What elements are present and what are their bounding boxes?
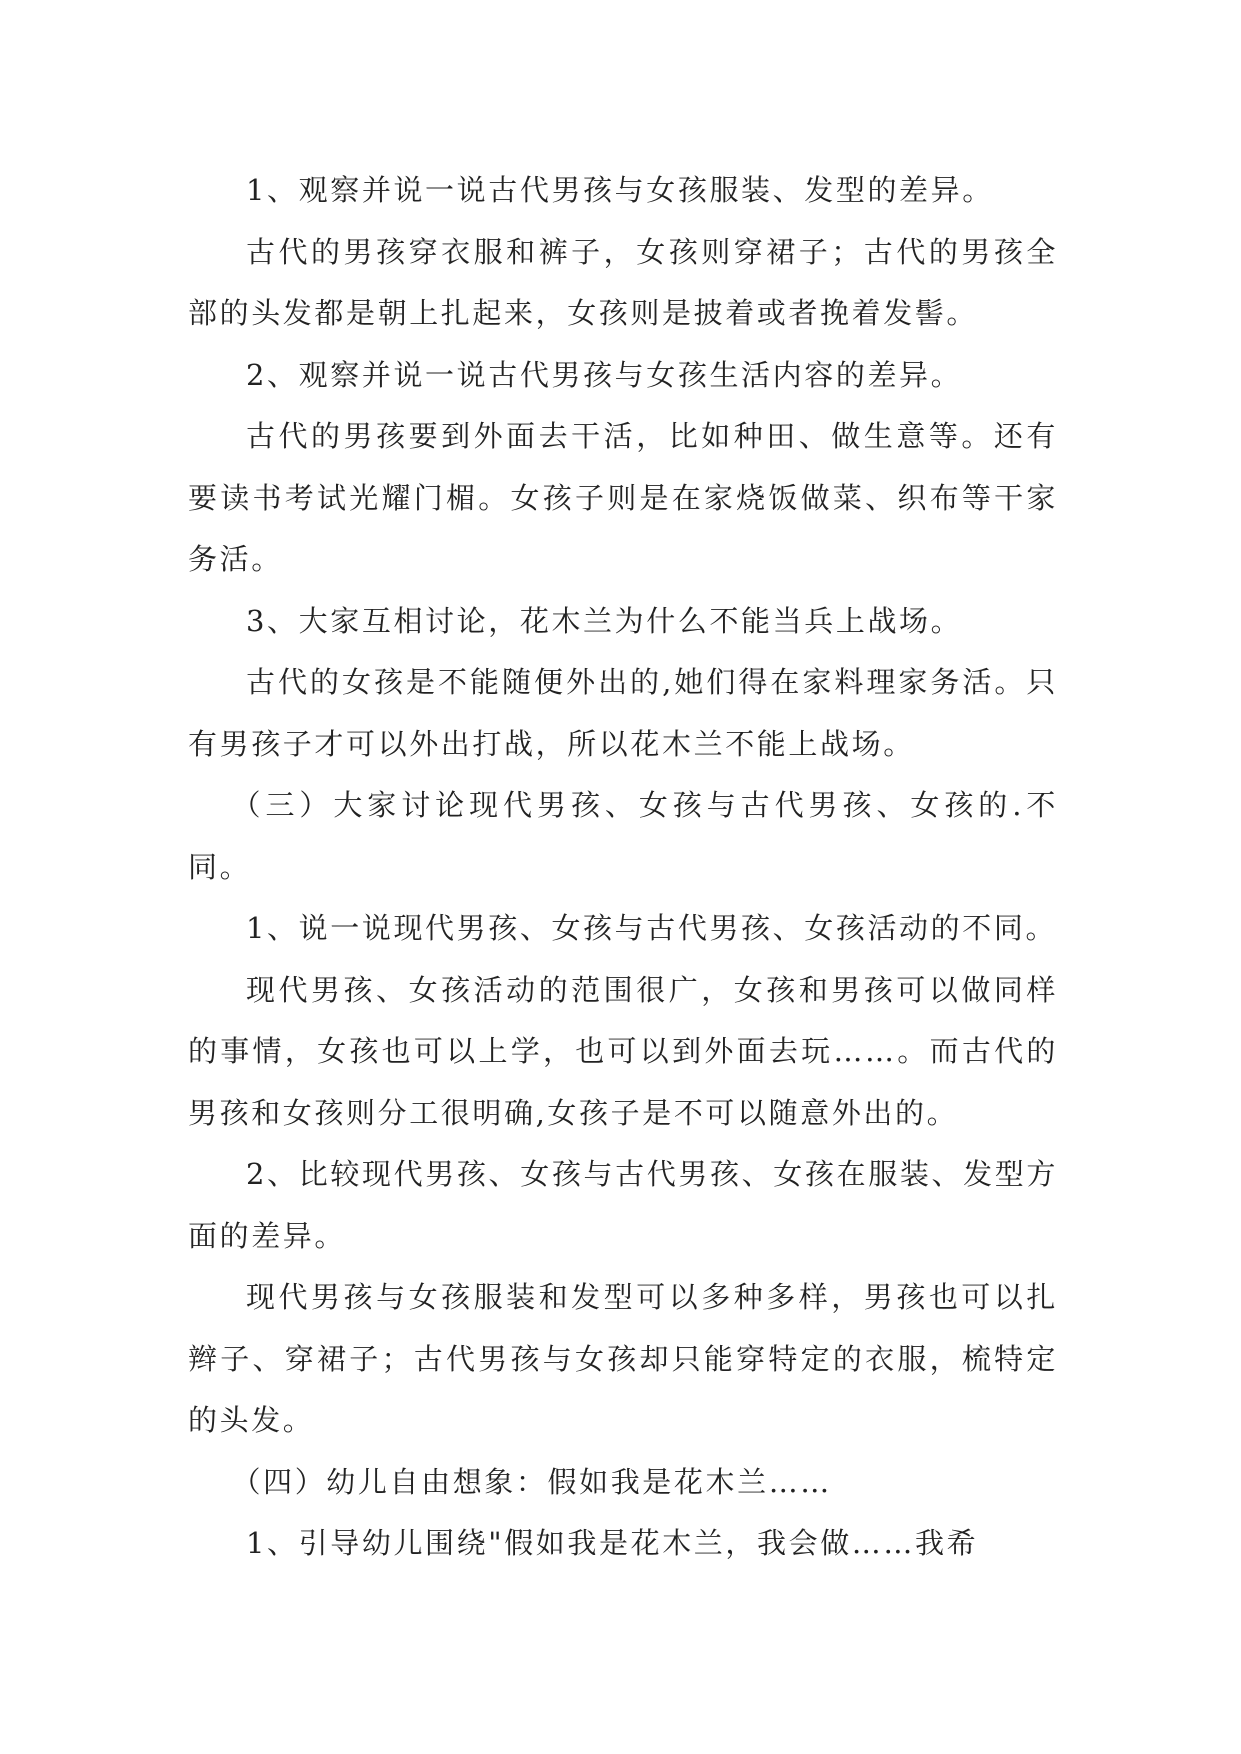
paragraph-8: 1、说一说现代男孩、女孩与古代男孩、女孩活动的不同。: [246, 911, 1058, 945]
paragraph-10: 2、比较现代男孩、女孩与古代男孩、女孩在服装、发型方面的差异。: [188, 1157, 1058, 1253]
paragraph-6: 古代的女孩是不能随便外出的,她们得在家料理家务活。只有男孩子才可以外出打战，所以花木兰不能上战场。: [188, 665, 1058, 761]
paragraph-9: 现代男孩、女孩活动的范围很广，女孩和男孩可以做同样的事情，女孩也可以上学，也可以到外面去玩……。而古代的男孩和女孩则分工很明确,女孩子是不可以随意外出的。: [188, 972, 1058, 1130]
section-heading-3: （三）大家讨论现代男孩、女孩与古代男孩、女孩的.不同。: [188, 788, 1058, 884]
paragraph-13: 1、引导幼儿围绕"假如我是花木兰，我会做……我希: [246, 1526, 979, 1560]
paragraph-5: 3、大家互相讨论，花木兰为什么不能当兵上战场。: [246, 603, 963, 638]
section-heading-4: （四）幼儿自由想象：假如我是花木兰……: [231, 1464, 832, 1499]
paragraph-1: 1、观察并说一说古代男孩与女孩服装、发型的差异。: [246, 173, 994, 207]
paragraph-4: 古代的男孩要到外面去干活，比如种田、做生意等。还有要读书考试光耀门楣。女孩子则是在家烧饭做菜、织布等干家务活。: [188, 419, 1058, 576]
paragraph-3: 2、观察并说一说古代男孩与女孩生活内容的差异。: [246, 357, 963, 392]
paragraph-2: 古代的男孩穿衣服和裤子，女孩则穿裙子；古代的男孩全部的头发都是朝上扎起来，女孩则是披着或者挽着发髻。: [188, 234, 1058, 330]
paragraph-11: 现代男孩与女孩服装和发型可以多种多样，男孩也可以扎辫子、穿裙子；古代男孩与女孩却只能穿特定的衣服，梳特定的头发。: [188, 1280, 1058, 1437]
document-body: [188, 160, 1058, 1575]
